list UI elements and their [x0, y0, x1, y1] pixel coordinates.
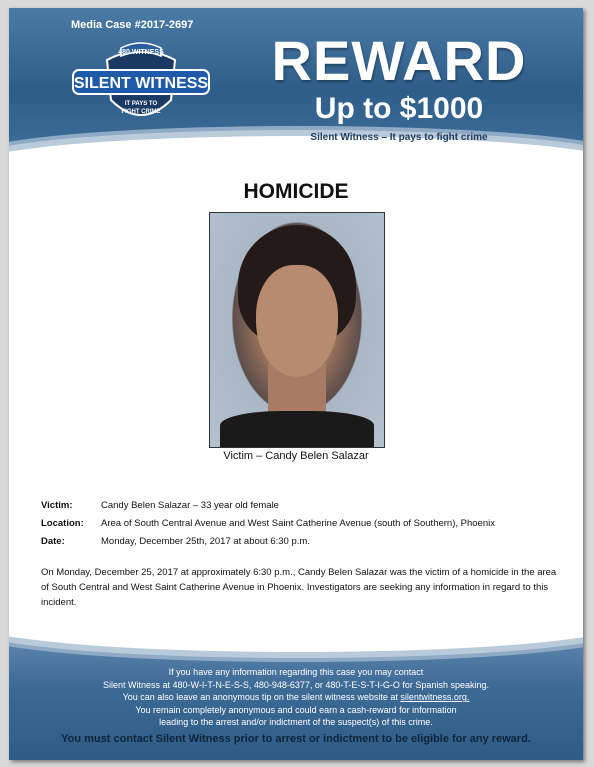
contact-line-2: Silent Witness at 480-W-I-T-N-E-S-S, 480-948-6377, or 480-T-E-S-T-I-G-O for Spanish speaking.	[103, 679, 489, 690]
reward-tagline: Silent Witness – It pays to fight crime	[310, 132, 488, 143]
victim-photo	[209, 212, 385, 448]
detail-row-location	[41, 518, 561, 536]
detail-label: Victim:	[41, 500, 73, 511]
case-narrative: On Monday, December 25, 2017 at approximately 6:30 p.m., Candy Belen Salazar was the victim of a homicide in the area of South Central and West Saint Catherine Avenue in Phoenix. Investigators are seeking any information in regard to this incident.	[41, 567, 557, 608]
photo-shirt-shape	[220, 411, 374, 447]
media-case-number: Media Case #2017-2697	[71, 19, 194, 31]
detail-value: Monday, December 25th, 2017 at about 6:30 p.m.	[101, 536, 310, 547]
logo-phone-text: 480.WITNESS	[118, 49, 164, 56]
contact-info	[9, 666, 583, 729]
logo-motto-line1: IT PAYS TO	[124, 101, 158, 107]
contact-line-4: You remain completely anonymous and could earn a cash-reward for information	[135, 704, 457, 715]
silent-witness-logo	[69, 38, 213, 134]
logo-motto-line2: FIGHT CRIME	[121, 109, 161, 115]
detail-label: Location:	[41, 518, 84, 529]
contact-line-1: If you have any information regarding this case you may contact	[168, 667, 424, 677]
reward-title: REWARD	[271, 29, 527, 92]
footer-swoosh	[9, 636, 583, 652]
contact-line-3-text: You can also leave an anonymous tip on the silent witness website at	[122, 692, 401, 702]
detail-row-victim	[41, 500, 561, 518]
flyer-sheet	[9, 8, 583, 760]
logo-name-text: SILENT WITNESS	[73, 75, 209, 92]
photo-caption: Victim – Candy Belen Salazar	[223, 450, 369, 462]
contact-line-3	[9, 691, 583, 704]
case-details	[41, 500, 561, 554]
header-banner	[9, 8, 583, 158]
detail-value: Candy Belen Salazar – 33 year old female	[101, 500, 279, 511]
eligibility-warning: You must contact Silent Witness prior to arrest or indictment to be eligible for any reward.	[61, 733, 531, 745]
contact-line-5: leading to the arrest and/or indictment of the suspect(s) of this crime.	[159, 717, 433, 727]
case-type-heading: HOMICIDE	[243, 180, 349, 203]
detail-value: Area of South Central Avenue and West Saint Catherine Avenue (south of Southern), Phoenix	[101, 518, 495, 529]
photo-face-shape	[256, 265, 338, 377]
website-link[interactable]: silentwitness.org.	[400, 692, 470, 702]
detail-label: Date:	[41, 536, 65, 547]
reward-amount: Up to $1000	[314, 92, 484, 125]
detail-row-date	[41, 536, 561, 554]
footer-banner	[9, 636, 583, 760]
